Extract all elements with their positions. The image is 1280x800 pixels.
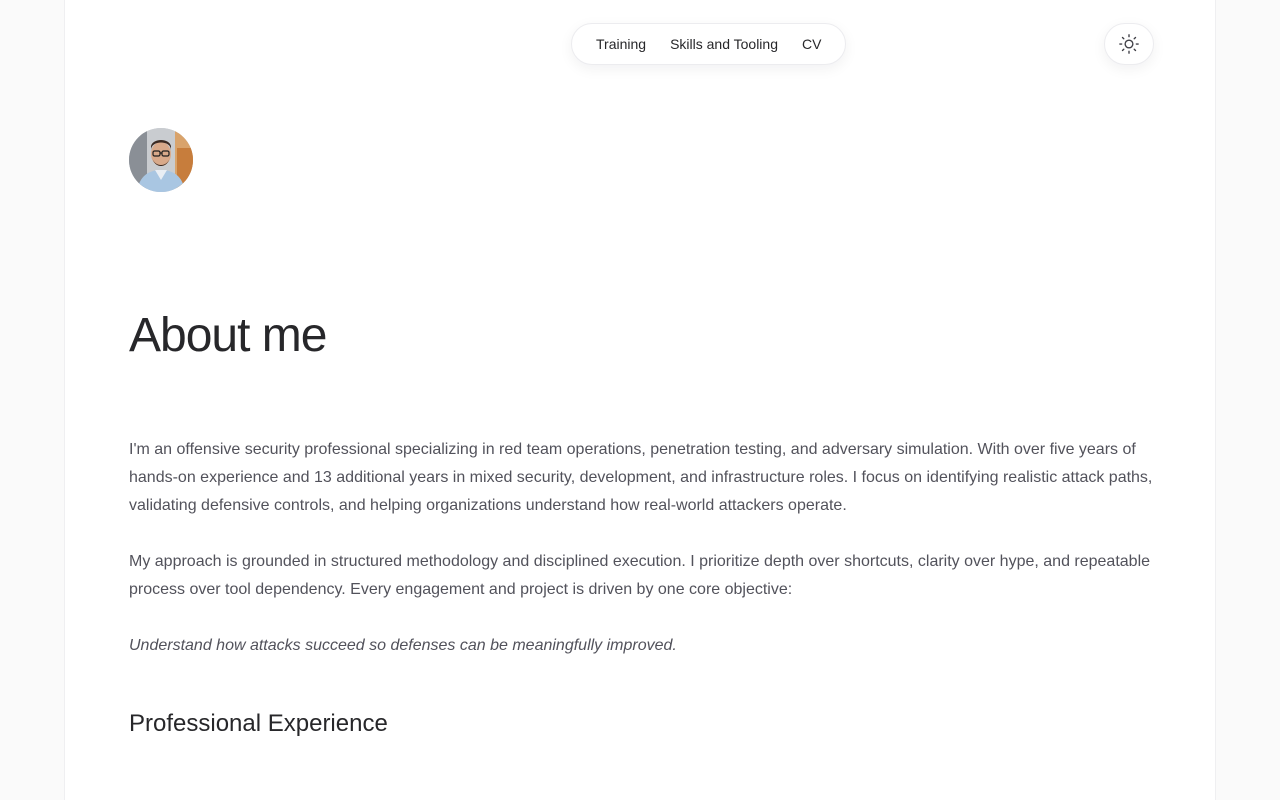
page-title: About me bbox=[129, 309, 327, 362]
theme-toggle-button[interactable] bbox=[1104, 23, 1154, 65]
nav-item-skills-and-tooling[interactable]: Skills and Tooling bbox=[670, 36, 778, 52]
section-heading-professional-experience: Professional Experience bbox=[129, 710, 388, 737]
about-paragraph-approach: My approach is grounded in structured methodology and disciplined execution. I prioritize depth over shortcuts, clarity over hype, and repeatable process over tool dependency. Every engagement and project is driven by one core objective: bbox=[129, 553, 1151, 598]
top-nav bbox=[571, 23, 846, 65]
about-content bbox=[129, 436, 1157, 688]
nav-item-cv[interactable]: CV bbox=[801, 36, 822, 52]
page-container bbox=[64, 0, 1216, 800]
avatar[interactable] bbox=[129, 128, 193, 192]
nav-item-training[interactable]: Training bbox=[596, 36, 647, 52]
about-quote: Understand how attacks succeed so defenses can be meaningfully improved. bbox=[129, 637, 677, 654]
avatar-photo bbox=[129, 128, 193, 192]
about-paragraph-intro: I'm an offensive security professional specializing in red team operations, penetration testing, and adversary simulation. With over five years of hands-on experience and 13 additional years in mixed security, development, and infrastructure roles. I focus on identifying realistic attack paths, validating defensive controls, and helping organizations understand how real-world attackers operate. bbox=[129, 441, 1153, 514]
sun-icon bbox=[1118, 33, 1140, 55]
